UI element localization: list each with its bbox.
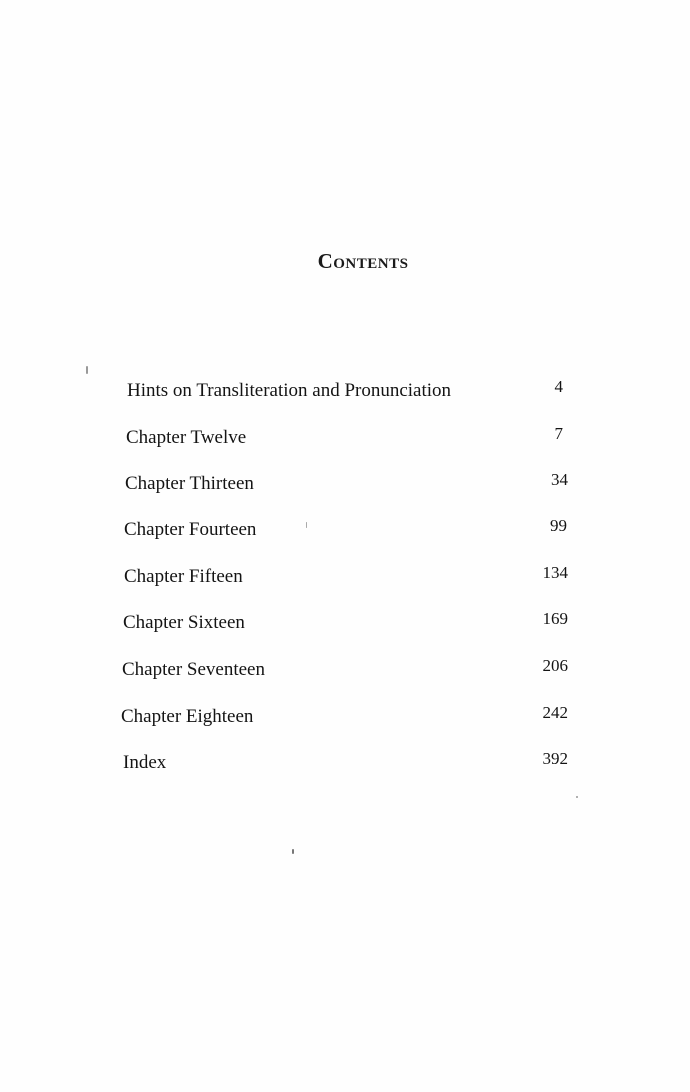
toc-entry <box>123 749 568 782</box>
toc-entry <box>126 424 563 457</box>
toc-entry-page: 242 <box>542 703 568 722</box>
toc-entry <box>125 470 568 503</box>
toc-entry-label: Chapter Seventeen <box>122 659 265 680</box>
toc-entry-label: Chapter Sixteen <box>123 612 245 633</box>
toc-entry-page: 169 <box>542 609 568 628</box>
scan-speck <box>292 849 294 854</box>
toc-entry-page: 7 <box>554 424 563 443</box>
toc-entry <box>124 563 568 596</box>
toc-entry-page: 99 <box>550 516 567 535</box>
toc-entry-label: Chapter Fourteen <box>124 519 257 540</box>
toc-entry-label: Index <box>123 752 167 773</box>
toc-entry <box>124 516 567 549</box>
toc-entry-label: Chapter Fifteen <box>124 566 243 587</box>
toc-entry <box>123 609 568 642</box>
scan-speck <box>86 366 88 374</box>
toc-entry-page: 206 <box>542 656 568 675</box>
page-title: Contents <box>317 249 409 273</box>
toc-entry-page: 392 <box>542 749 568 768</box>
toc-entry-label: Chapter Eighteen <box>121 706 254 727</box>
toc-entry-page: 4 <box>554 377 563 396</box>
toc-entry-page: 34 <box>551 470 568 489</box>
scan-speck <box>576 796 578 798</box>
toc-entry <box>127 377 563 410</box>
toc-entry-label: Chapter Twelve <box>126 427 247 448</box>
toc-entry-label: Chapter Thirteen <box>125 473 254 494</box>
toc-entry-page: 134 <box>542 563 568 582</box>
toc-entry <box>121 703 568 736</box>
toc-entry <box>122 656 568 689</box>
scan-speck <box>306 522 307 528</box>
toc-entry-label: Hints on Transliteration and Pronunciation <box>127 380 452 401</box>
